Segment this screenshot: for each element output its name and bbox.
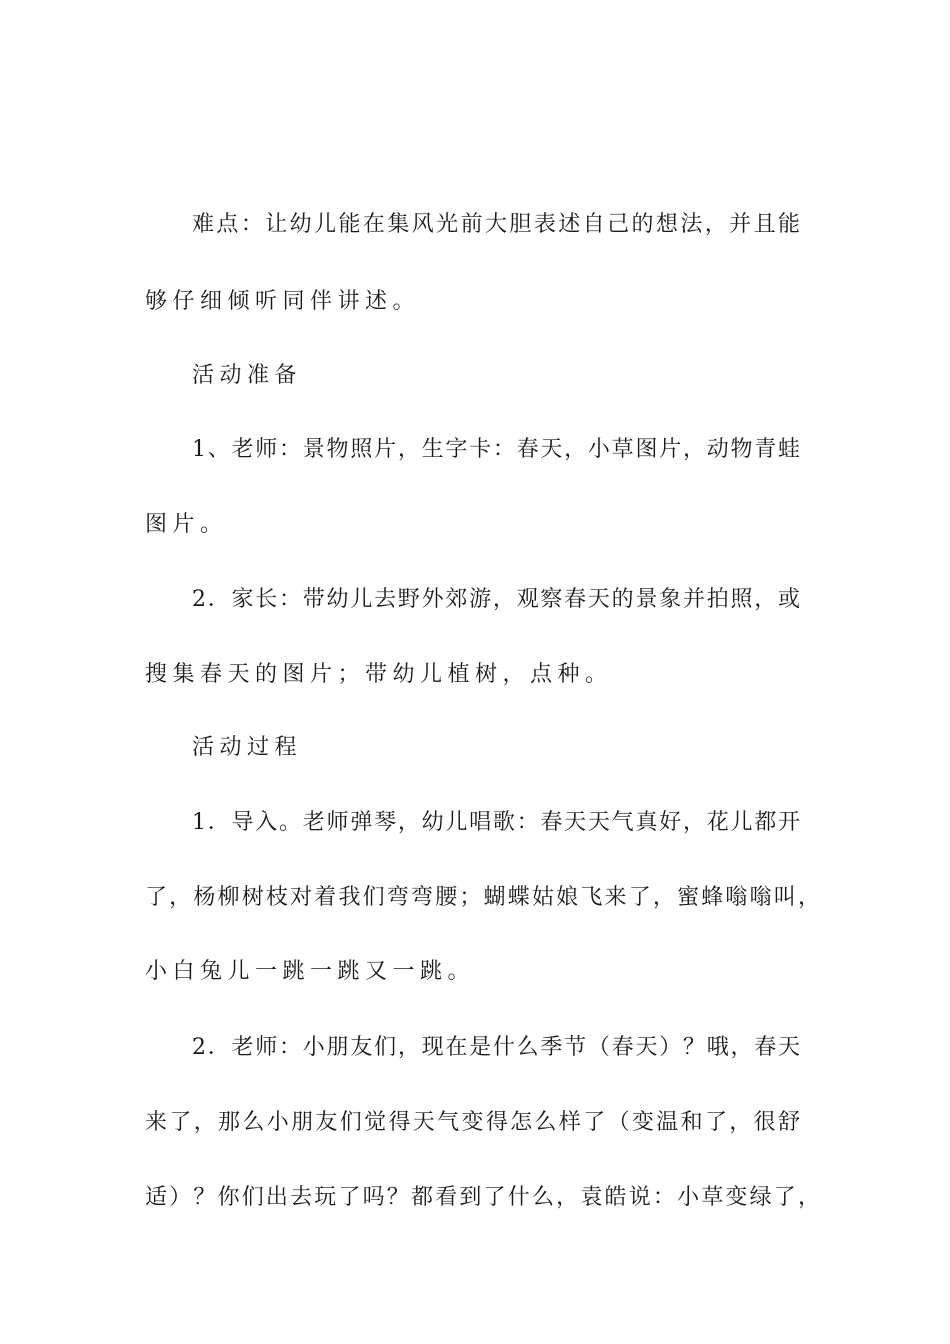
process-step-2-line-2: 来了，那么小朋友们觉得天气变得怎么样了（变温和了，很舒 — [145, 1110, 800, 1135]
process-step-2-line-3: 适）？你们出去玩了吗？都看到了什么，袁皓说：小草变绿了， — [145, 1185, 820, 1210]
process-step-1-line-3: 小白兔儿一跳一跳又一跳。 — [145, 959, 476, 984]
section-heading-process: 活动过程 — [192, 735, 303, 760]
prep-item-1-line-1: 1、老师：景物照片，生字卡：春天，小草图片，动物青蛙 — [192, 437, 800, 462]
prep-item-2-line-1: 2．家长：带幼儿去野外郊游，观察春天的景象并拍照，或 — [192, 587, 800, 612]
prep-item-2-line-2: 搜集春天的图片；带幼儿植树，点种。 — [145, 662, 613, 687]
section-heading-preparation: 活动准备 — [192, 363, 303, 388]
process-step-1-line-2: 了，杨柳树枝对着我们弯弯腰；蝴蝶姑娘飞来了，蜜蜂嗡嗡叫， — [145, 885, 820, 910]
process-step-2-line-1: 2．老师：小朋友们，现在是什么季节（春天）？哦，春天 — [192, 1035, 800, 1060]
prep-item-1-line-2: 图片。 — [145, 512, 228, 537]
process-step-1-line-1: 1．导入。老师弹琴，幼儿唱歌：春天天气真好，花儿都开 — [192, 810, 800, 835]
paragraph-difficulty-line-1: 难点：让幼儿能在集风光前大胆表述自己的想法，并且能 — [192, 212, 800, 237]
paragraph-difficulty-line-2: 够仔细倾听同伴讲述。 — [145, 289, 421, 314]
